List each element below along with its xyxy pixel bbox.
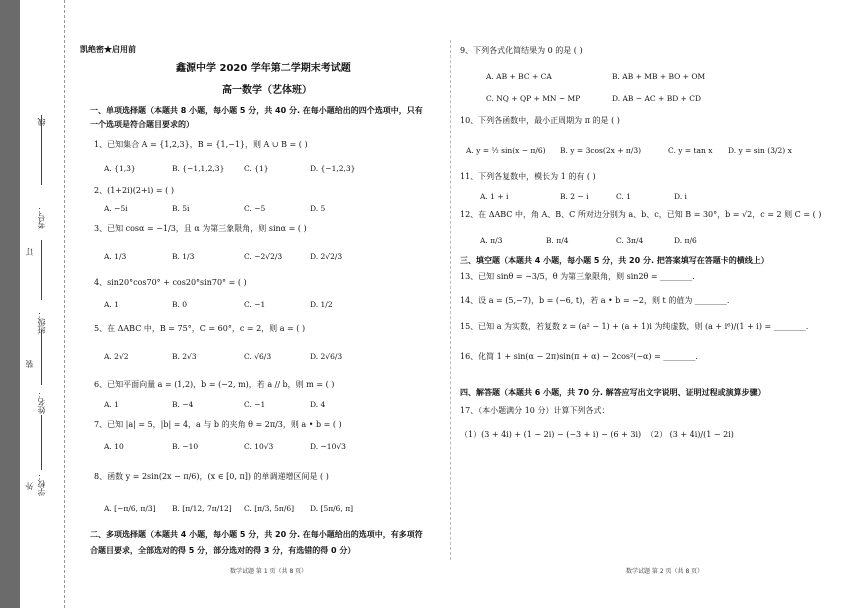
- q1-option-d: D. {−1,2,3}: [310, 164, 356, 173]
- binding-label-name: 姓名：: [37, 390, 46, 414]
- q5-option-d: D. 2√6/3: [310, 352, 343, 361]
- q5-option-c: C. √6/3: [244, 352, 272, 361]
- q10-option-a: A. y = ½ sin(x − π/6): [466, 146, 546, 155]
- question-13: 13、已知 sinθ = −3/5，θ 为第三象限角，则 sin2θ = ________.: [460, 272, 695, 281]
- q9-option-d: D. AB − AC + BD + CD: [612, 94, 702, 103]
- binding-dashed-line: [64, 0, 65, 608]
- q7-option-b: B. −10: [172, 442, 199, 451]
- q12-option-a: A. π/3: [480, 236, 503, 245]
- binding-underline-school: [41, 415, 42, 470]
- binding-label-outer: 外: [25, 482, 34, 490]
- q11-option-a: A. 1 + i: [480, 192, 509, 201]
- q2-option-d: D. 5: [310, 204, 326, 213]
- section-two-heading: 二、多项选择题（本题共 4 小题，每小题 5 分，共 20 分. 在每小题给出的选项中，有多项符: [90, 530, 423, 539]
- question-9: 9、下列各式化简结果为 0 的是 ( ): [460, 46, 583, 55]
- q4-option-a: A. 1: [104, 300, 119, 309]
- binding-label-class: 班级：: [37, 310, 46, 334]
- q7-option-c: C. 10√3: [244, 442, 274, 451]
- binding-label-install: 装: [25, 360, 34, 368]
- q8-option-b: B. [π/12, 7π/12]: [172, 504, 232, 513]
- binding-underline-name: [41, 330, 42, 385]
- question-4: 4、sin20°cos70° + cos20°sin70° = ( ): [94, 278, 247, 287]
- page-two: [456, 0, 848, 608]
- question-16: 16、化简 1 + sin(α − 2π)sin(π + α) − 2cos²(−α) = ________.: [460, 352, 698, 361]
- q1-option-b: B. {−1,1,2,3}: [172, 164, 225, 173]
- question-11: 11、下列各复数中，模长为 1 的有 ( ): [460, 172, 596, 181]
- q9-option-c: C. NQ + QP + MN − MP: [486, 94, 581, 103]
- q6-option-a: A. 1: [104, 400, 119, 409]
- question-1: 1、已知集合 A = {1,2,3}，B = {1,−1}，则 A ∪ B = ( ): [94, 140, 308, 149]
- q6-option-b: B. −4: [172, 400, 194, 409]
- binding-strip: [0, 0, 70, 608]
- question-5: 5、在 ΔABC 中，B = 75°，C = 60°，c = 2，则 a = ( ): [94, 324, 306, 333]
- q3-option-a: A. 1/3: [104, 252, 127, 261]
- q7-option-a: A. 10: [104, 442, 124, 451]
- binding-underline-exam-number: [41, 115, 42, 185]
- binding-label-bind: 订: [25, 248, 34, 256]
- q10-option-b: B. y = 3cos(2x + π/3): [560, 146, 642, 155]
- q2-option-b: B. 5i: [172, 204, 190, 213]
- q1-option-a: A. {1,3}: [104, 164, 136, 173]
- q8-option-a: A. [−π/6, π/3]: [104, 504, 156, 513]
- section-three-heading: 三、填空题（本题共 4 小题，每小题 5 分，共 20 分. 把答案填写在答题卡的横线上）: [460, 256, 769, 265]
- q2-option-a: A. −5i: [104, 204, 128, 213]
- section-one-heading-cont: 一个选项是符合题目要求的）: [90, 120, 194, 129]
- q9-option-a: A. AB + BC + CA: [486, 72, 552, 81]
- question-2: 2、(1+2i)(2+i) = ( ): [94, 186, 174, 195]
- page-one: [80, 0, 442, 608]
- q7-option-d: D. −10√3: [310, 442, 346, 451]
- question-15: 15、已知 a 为实数，若复数 z = (a² − 1) + (a + 1)i 为纯虚数，则 (a + i⁶)/(1 + i) = ________.: [460, 322, 809, 331]
- q5-option-b: B. 2√3: [172, 352, 197, 361]
- question-12: 12、在 ΔABC 中，角 A、B、C 所对边分别为 a、b、c，已知 B = 30°，b = √2，c = 2 则 C = ( ): [460, 210, 822, 219]
- exam-subtitle: 高一数学（艺体班）: [222, 85, 312, 96]
- question-17-part-2: （2） (3 + 4i)/(1 − 2i): [646, 430, 734, 439]
- q6-option-c: C. −1: [244, 400, 266, 409]
- question-3: 3、已知 cosα = −1/3，且 α 为第三象限角，则 sinα = ( ): [94, 224, 307, 233]
- binding-label-line: 线: [37, 118, 46, 126]
- q12-option-b: B. π/4: [546, 236, 569, 245]
- page-one-footer: 数学试题 第 1 页（共 8 页）: [230, 568, 308, 575]
- question-17: 17、（本小题满分 10 分）计算下列各式：: [460, 406, 610, 415]
- binding-label-school: 学校：: [37, 472, 46, 496]
- q2-option-c: C. −5: [244, 204, 266, 213]
- question-6: 6、已知平面向量 a = (1,2)，b = (−2, m)，若 a // b，则 m = ( ): [94, 380, 335, 389]
- q11-option-b: B. 2 − i: [560, 192, 589, 201]
- q4-option-b: B. 0: [172, 300, 188, 309]
- exam-title: 鑫源中学 2020 学年第二学期末考试题: [176, 63, 351, 74]
- q4-option-d: D. 1/2: [310, 300, 333, 309]
- q10-option-c: C. y = tan x: [668, 146, 713, 155]
- q3-option-b: B. 1/3: [172, 252, 195, 261]
- q1-option-c: C. {1}: [244, 164, 269, 173]
- binding-gray-bar: [0, 0, 20, 608]
- question-7: 7、已知 |a| = 5，|b| = 4，a 与 b 的夹角 θ = 2π/3，则 a • b = ( ): [94, 420, 342, 429]
- q12-option-c: C. 3π/4: [616, 236, 644, 245]
- section-four-heading: 四、解答题（本题共 6 小题，共 70 分. 解答应写出文字说明、证明过程或演算步骤）: [460, 388, 766, 397]
- q3-option-c: C. −2√2/3: [244, 252, 283, 261]
- q6-option-d: D. 4: [310, 400, 326, 409]
- q4-option-c: C. −1: [244, 300, 266, 309]
- binding-label-exam-number: 考号：: [37, 205, 46, 229]
- secret-label: 凯绝密★启用前: [80, 44, 136, 54]
- q9-option-b: B. AB + MB + BO + OM: [612, 72, 706, 81]
- question-10: 10、下列各函数中，最小正周期为 π 的是 ( ): [460, 116, 620, 125]
- q3-option-d: D. 2√2/3: [310, 252, 343, 261]
- q11-option-d: D. i: [674, 192, 687, 201]
- q5-option-a: A. 2√2: [104, 352, 129, 361]
- section-one-heading: 一、单项选择题（本题共 8 小题，每小题 5 分，共 40 分. 在每小题给出的四个选项中，只有: [90, 106, 423, 115]
- section-two-heading-cont: 合题目要求，全部选对的得 5 分，部分选对的得 3 分，有选错的得 0 分）: [90, 546, 356, 555]
- question-17-part-1: （1）(3 + 4i) + (1 − 2i) − (−3 + i) − (6 + 3i): [460, 430, 642, 439]
- question-14: 14、设 a = (5,−7)，b = (−6, t)，若 a • b = −2，则 t 的值为 ________.: [460, 296, 730, 305]
- q8-option-c: C. [π/3, 5π/6]: [244, 504, 295, 513]
- q11-option-c: C. 1: [616, 192, 632, 201]
- q8-option-d: D. [5π/6, π]: [310, 504, 354, 513]
- binding-underline-class: [41, 240, 42, 300]
- column-divider: [450, 40, 451, 560]
- q10-option-d: D. y = sin (3/2) x: [728, 146, 792, 155]
- question-8: 8、函数 y = 2sin(2x − π/6)，(x ∈ [0, π]) 的单调递增区间是 ( ): [94, 472, 329, 481]
- page-two-footer: 数学试题 第 2 页（共 8 页）: [626, 568, 704, 575]
- q12-option-d: D. π/6: [674, 236, 697, 245]
